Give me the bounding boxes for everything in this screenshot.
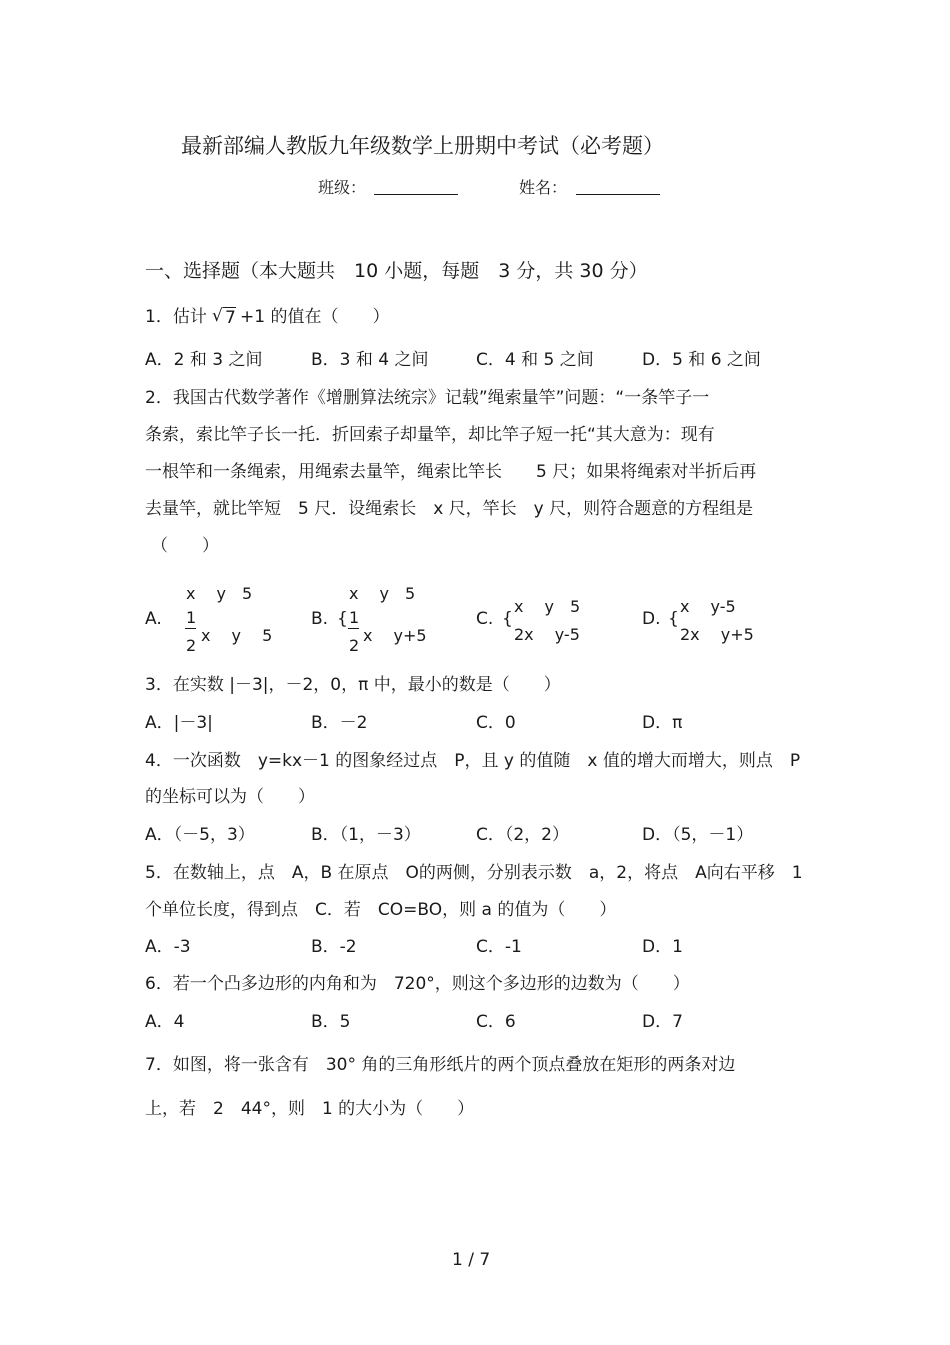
- q2-b-numerator: 1: [349, 608, 360, 627]
- q6-stem: 6．若一个凸多边形的内角和为 720°，则这个多边形的边数为（ ）: [145, 974, 690, 994]
- q2-b-fraction-bar: [348, 628, 359, 629]
- q1-option-c[interactable]: C．4 和 5 之间: [476, 350, 594, 370]
- q5-line-2: 个单位长度，得到点 C．若 CO=BO，则 a 的值为（ ）: [145, 900, 617, 920]
- q2-b-eq1: x y 5: [349, 584, 416, 603]
- q4-line-1: 4．一次函数 y=kx－1 的图象经过点 P，且 y 的值随 x 值的增大而增大，则点 P: [145, 751, 801, 771]
- page-number: 1 / 7: [452, 1250, 491, 1270]
- q3-option-a[interactable]: A．|－3|: [145, 713, 213, 733]
- document-title: 最新部编人教版九年级数学上册期中考试（必考题）: [181, 134, 664, 158]
- radical-sign: √: [212, 306, 223, 326]
- q6-option-c[interactable]: C．6: [476, 1012, 516, 1032]
- q6-option-d[interactable]: D．7: [642, 1012, 683, 1032]
- q2-line-1: 2．我国古代数学著作《增删算法统宗》记载”绳索量竿”问题：“一条竿子一: [145, 388, 710, 408]
- q2-c-eq2: 2x y-5: [514, 625, 580, 644]
- q4-option-d[interactable]: D．（5，－1）: [642, 825, 754, 845]
- q3-option-b[interactable]: B．－2: [311, 713, 368, 733]
- q3-stem: 3．在实数 |－3|，－2，0，π 中，最小的数是（ ）: [145, 675, 561, 695]
- q2-option-d[interactable]: D.: [642, 609, 661, 629]
- q7-line-2: 上，若 2 44°，则 1 的大小为（ ）: [145, 1099, 475, 1119]
- radicand: 7: [225, 308, 236, 328]
- class-label: 班级：: [318, 178, 367, 197]
- q4-option-a[interactable]: A．（－5，3）: [145, 825, 255, 845]
- q5-option-b[interactable]: B．-2: [311, 937, 357, 957]
- q2-a-denominator: 2: [186, 636, 197, 655]
- q1-option-d[interactable]: D．5 和 6 之间: [642, 350, 761, 370]
- q2-line-4: 去量竿，就比竿短 5 尺．设绳索长 x 尺，竿长 y 尺，则符合题意的方程组是: [145, 499, 754, 519]
- q3-option-c[interactable]: C．0: [476, 713, 516, 733]
- q1-stem-start: 1．估计: [145, 307, 207, 327]
- q2-option-c[interactable]: C.: [476, 609, 494, 629]
- q1-option-b[interactable]: B．3 和 4 之间: [311, 350, 429, 370]
- name-label: 姓名：: [519, 178, 568, 197]
- q3-option-d[interactable]: D．π: [642, 713, 683, 733]
- section-heading: 一、选择题（本大题共 10 小题，每题 3 分，共 30 分）: [145, 260, 648, 282]
- q2-a-eq2: x y 5: [201, 626, 273, 645]
- q2-d-eq2: 2x y+5: [680, 625, 754, 644]
- q2-a-fraction-bar: [185, 628, 196, 629]
- q2-a-numerator: 1: [186, 608, 197, 627]
- q2-d-brace: {: [668, 609, 679, 629]
- name-blank[interactable]: [576, 194, 660, 195]
- q5-option-c[interactable]: C．-1: [476, 937, 522, 957]
- q4-option-b[interactable]: B．（1，－3）: [311, 825, 421, 845]
- q5-option-a[interactable]: A．-3: [145, 937, 191, 957]
- q4-option-c[interactable]: C．（2，2）: [476, 825, 570, 845]
- q7-line-1: 7．如图，将一张含有 30° 角的三角形纸片的两个顶点叠放在矩形的两条对边: [145, 1055, 736, 1075]
- q2-d-eq1: x y-5: [680, 597, 736, 616]
- q2-c-brace: {: [502, 609, 513, 629]
- q2-line-3: 一根竿和一条绳索，用绳索去量竿，绳索比竿长 5 尺；如果将绳索对半折后再: [145, 462, 757, 482]
- class-blank[interactable]: [374, 194, 458, 195]
- q6-option-a[interactable]: A．4: [145, 1012, 185, 1032]
- q4-line-2: 的坐标可以为（ ）: [145, 787, 315, 807]
- q5-option-d[interactable]: D．1: [642, 937, 683, 957]
- q2-c-eq1: x y 5: [514, 597, 581, 616]
- q2-a-eq1: x y 5: [186, 584, 253, 603]
- q2-option-b[interactable]: B.: [311, 609, 329, 629]
- q2-b-eq2: x y+5: [363, 626, 427, 645]
- q2-line-5: （ ）: [151, 536, 219, 556]
- q5-line-1: 5．在数轴上，点 A，B 在原点 O的两侧，分别表示数 a，2，将点 A向右平移 1: [145, 863, 803, 883]
- q1-stem-end: +1 的值在（ ）: [240, 307, 390, 327]
- q1-option-a[interactable]: A．2 和 3 之间: [145, 350, 263, 370]
- q6-option-b[interactable]: B．5: [311, 1012, 351, 1032]
- q2-b-denominator: 2: [349, 636, 360, 655]
- q2-option-a[interactable]: A.: [145, 609, 162, 629]
- q2-line-2: 条索，索比竿子长一托．折回索子却量竿，却比竿子短一托“其大意为：现有: [145, 425, 715, 445]
- q2-b-brace: {: [337, 609, 348, 629]
